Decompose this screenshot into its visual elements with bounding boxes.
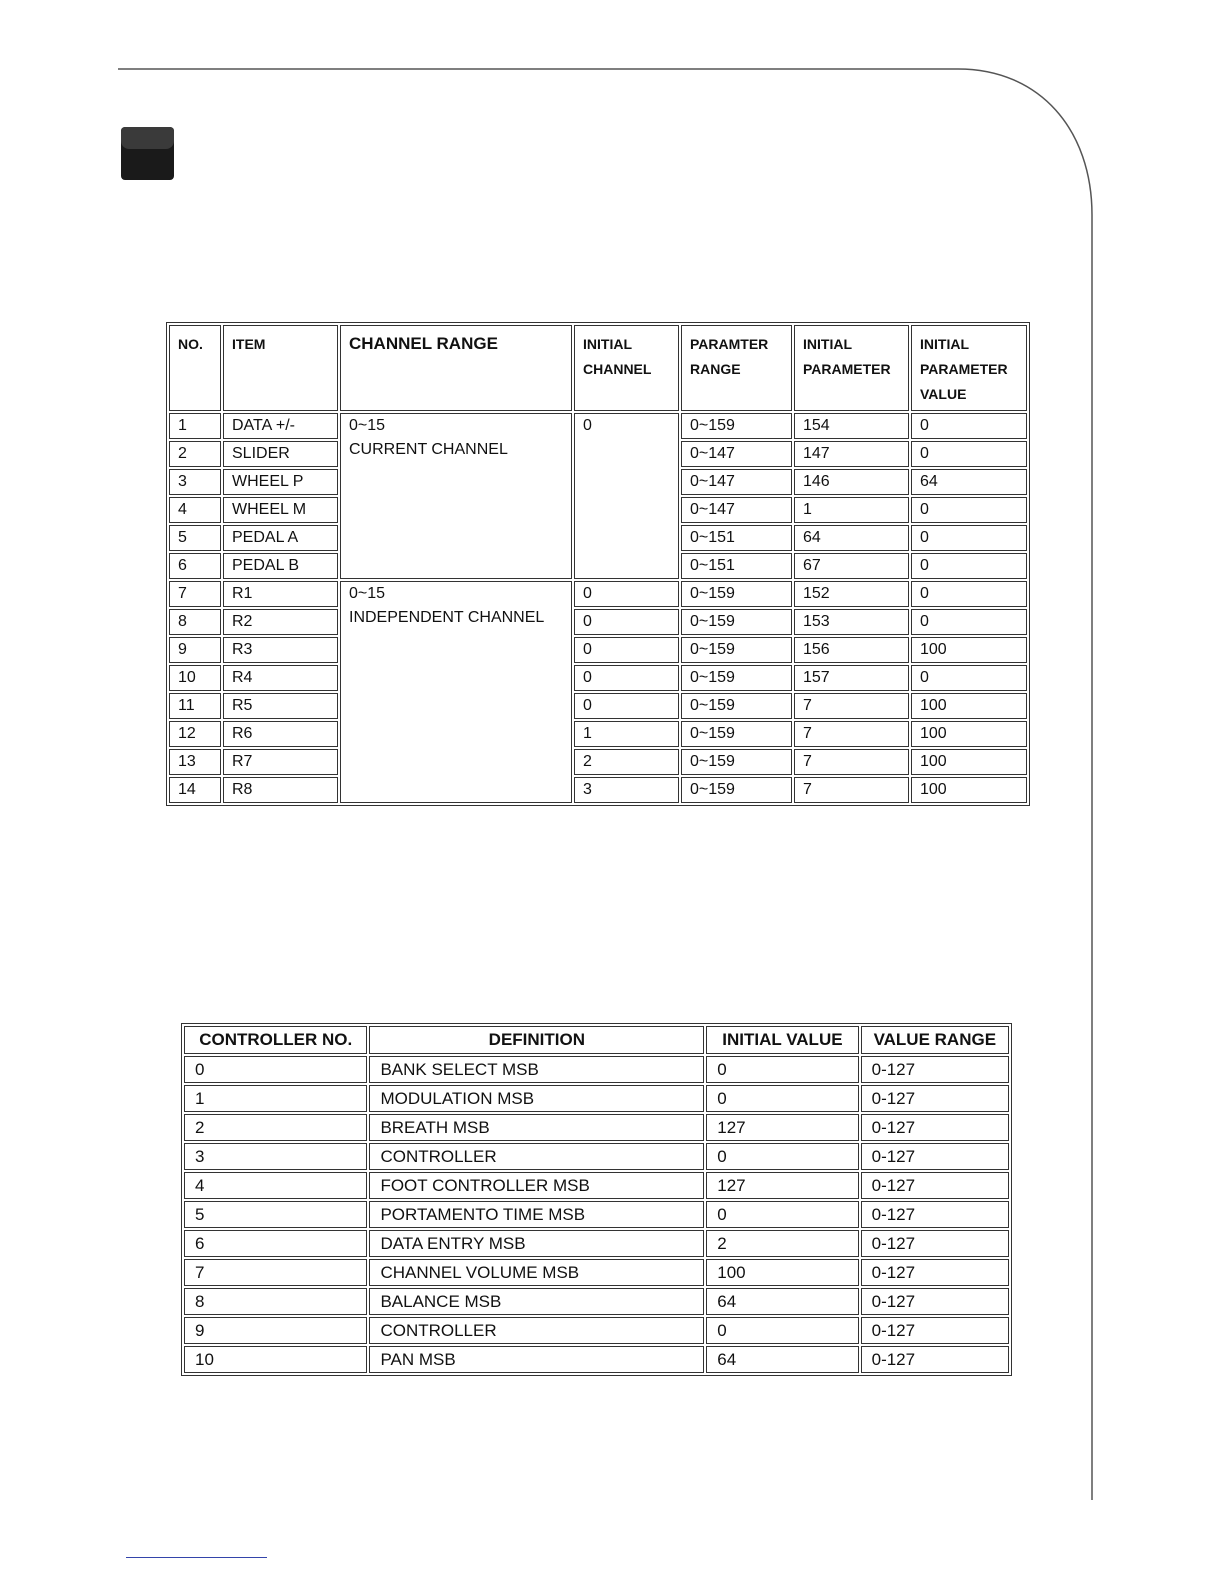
- cell-item: DATA +/-: [223, 413, 338, 439]
- cell-initial-parameter: 157: [794, 665, 909, 691]
- cell-initial-value: 100: [706, 1259, 858, 1286]
- cell-value-range: 0-127: [861, 1172, 1009, 1199]
- cell-initial-parameter-value: 100: [911, 693, 1027, 719]
- table-row: [184, 1201, 1009, 1228]
- cell-no: 5: [169, 525, 221, 551]
- cell-channel-range-group: [340, 581, 572, 803]
- cell-initial-parameter: 154: [794, 413, 909, 439]
- cell-initial-parameter-value: 0: [911, 525, 1027, 551]
- header-value-range: VALUE RANGE: [861, 1026, 1009, 1054]
- header-initial-parameter-value: INITIAL PARAMETER VALUE: [911, 325, 1027, 411]
- cell-initial-value: 0: [706, 1056, 858, 1083]
- cell-initial-channel: 2: [574, 749, 679, 775]
- cell-initial-value: 2: [706, 1230, 858, 1257]
- cell-definition: BANK SELECT MSB: [369, 1056, 704, 1083]
- cell-parameter-range: 0~159: [681, 609, 792, 635]
- cell-initial-value: 0: [706, 1143, 858, 1170]
- cell-item: R7: [223, 749, 338, 775]
- cell-value-range: 0-127: [861, 1143, 1009, 1170]
- cell-definition: PAN MSB: [369, 1346, 704, 1373]
- table-row: [184, 1143, 1009, 1170]
- cell-parameter-range: 0~159: [681, 581, 792, 607]
- cell-controller-no: 9: [184, 1317, 367, 1344]
- cell-initial-parameter-value: 0: [911, 413, 1027, 439]
- table-row: [184, 1288, 1009, 1315]
- cell-value-range: 0-127: [861, 1288, 1009, 1315]
- cell-initial-channel: 0: [574, 413, 679, 579]
- cell-initial-parameter: 7: [794, 693, 909, 719]
- cell-definition: CHANNEL VOLUME MSB: [369, 1259, 704, 1286]
- header-controller-no: CONTROLLER NO.: [184, 1026, 367, 1054]
- cell-no: 8: [169, 609, 221, 635]
- table-row: [169, 637, 1027, 663]
- cell-initial-parameter-value: 100: [911, 637, 1027, 663]
- cell-controller-no: 7: [184, 1259, 367, 1286]
- cell-initial-parameter-value: 0: [911, 441, 1027, 467]
- cell-initial-channel: 0: [574, 693, 679, 719]
- cell-initial-parameter: 7: [794, 721, 909, 747]
- cell-channel-range-group: [340, 413, 572, 579]
- cell-controller-no: 10: [184, 1346, 367, 1373]
- header-initial-value: INITIAL VALUE: [706, 1026, 858, 1054]
- table-row: [184, 1056, 1009, 1083]
- cell-initial-parameter: 147: [794, 441, 909, 467]
- cell-definition: MODULATION MSB: [369, 1085, 704, 1112]
- table-row: [184, 1259, 1009, 1286]
- cell-controller-no: 8: [184, 1288, 367, 1315]
- table-row: [169, 413, 1027, 439]
- table-row: [184, 1114, 1009, 1141]
- cell-initial-parameter: 7: [794, 749, 909, 775]
- cell-value-range: 0-127: [861, 1230, 1009, 1257]
- header-initial-parameter: INITIAL PARAMETER: [794, 325, 909, 411]
- cell-item: R4: [223, 665, 338, 691]
- cell-initial-parameter: 67: [794, 553, 909, 579]
- cell-initial-parameter-value: 0: [911, 665, 1027, 691]
- cell-controller-no: 4: [184, 1172, 367, 1199]
- cell-initial-value: 127: [706, 1172, 858, 1199]
- cell-parameter-range: 0~159: [681, 665, 792, 691]
- cell-no: 1: [169, 413, 221, 439]
- cell-controller-no: 3: [184, 1143, 367, 1170]
- cell-value-range: 0-127: [861, 1056, 1009, 1083]
- cell-no: 12: [169, 721, 221, 747]
- cell-initial-value: 127: [706, 1114, 858, 1141]
- cell-parameter-range: 0~147: [681, 441, 792, 467]
- cell-definition: FOOT CONTROLLER MSB: [369, 1172, 704, 1199]
- channel-range-label: CURRENT CHANNEL: [349, 441, 508, 458]
- controller-table: [181, 1023, 1012, 1376]
- cell-initial-parameter: 7: [794, 777, 909, 803]
- header-parameter-range: PARAMTER RANGE: [681, 325, 792, 411]
- table-row: [169, 777, 1027, 803]
- cell-no: 2: [169, 441, 221, 467]
- cell-initial-channel: 0: [574, 665, 679, 691]
- cell-parameter-range: 0~151: [681, 553, 792, 579]
- cell-initial-channel: 0: [574, 609, 679, 635]
- cell-controller-no: 1: [184, 1085, 367, 1112]
- cell-initial-parameter: 152: [794, 581, 909, 607]
- table-header-row: [169, 325, 1027, 411]
- header-initial-channel: INITIAL CHANNEL: [574, 325, 679, 411]
- cell-parameter-range: 0~159: [681, 413, 792, 439]
- table-row: [169, 665, 1027, 691]
- cell-value-range: 0-127: [861, 1085, 1009, 1112]
- cell-definition: BALANCE MSB: [369, 1288, 704, 1315]
- cell-definition: CONTROLLER: [369, 1317, 704, 1344]
- cell-item: SLIDER: [223, 441, 338, 467]
- cell-item: WHEEL M: [223, 497, 338, 523]
- cell-initial-parameter-value: 0: [911, 553, 1027, 579]
- cell-initial-parameter-value: 100: [911, 749, 1027, 775]
- cell-initial-channel: 0: [574, 637, 679, 663]
- cell-definition: PORTAMENTO TIME MSB: [369, 1201, 704, 1228]
- cell-item: R1: [223, 581, 338, 607]
- header-item: ITEM: [223, 325, 338, 411]
- cell-definition: CONTROLLER: [369, 1143, 704, 1170]
- cell-value-range: 0-127: [861, 1259, 1009, 1286]
- cell-parameter-range: 0~159: [681, 749, 792, 775]
- header-no: NO.: [169, 325, 221, 411]
- cell-parameter-range: 0~159: [681, 637, 792, 663]
- table-row: [184, 1172, 1009, 1199]
- cell-item: R8: [223, 777, 338, 803]
- cell-definition: BREATH MSB: [369, 1114, 704, 1141]
- cell-parameter-range: 0~147: [681, 497, 792, 523]
- table-header-row: [184, 1026, 1009, 1054]
- cell-no: 4: [169, 497, 221, 523]
- table-row: [184, 1346, 1009, 1373]
- cell-initial-value: 64: [706, 1288, 858, 1315]
- header-definition: DEFINITION: [369, 1026, 704, 1054]
- cell-initial-channel: 0: [574, 581, 679, 607]
- cell-item: WHEEL P: [223, 469, 338, 495]
- cell-initial-parameter-value: 0: [911, 581, 1027, 607]
- cell-initial-value: 0: [706, 1317, 858, 1344]
- header-channel-range: CHANNEL RANGE: [340, 325, 572, 411]
- cell-item: PEDAL A: [223, 525, 338, 551]
- table-row: [169, 721, 1027, 747]
- cell-initial-channel: 1: [574, 721, 679, 747]
- channel-range-label: INDEPENDENT CHANNEL: [349, 609, 545, 626]
- cell-no: 14: [169, 777, 221, 803]
- cell-initial-parameter-value: 100: [911, 777, 1027, 803]
- table-row: [184, 1085, 1009, 1112]
- cell-initial-parameter: 156: [794, 637, 909, 663]
- cell-value-range: 0-127: [861, 1346, 1009, 1373]
- cell-initial-parameter-value: 100: [911, 721, 1027, 747]
- cell-initial-parameter: 153: [794, 609, 909, 635]
- table-row: [169, 749, 1027, 775]
- cell-initial-parameter: 1: [794, 497, 909, 523]
- cell-no: 7: [169, 581, 221, 607]
- footer-rule: [126, 1557, 267, 1558]
- cell-parameter-range: 0~147: [681, 469, 792, 495]
- cell-initial-value: 0: [706, 1201, 858, 1228]
- cell-controller-no: 6: [184, 1230, 367, 1257]
- channel-parameter-table: [166, 322, 1030, 806]
- table-row: [169, 693, 1027, 719]
- cell-no: 13: [169, 749, 221, 775]
- cell-controller-no: 0: [184, 1056, 367, 1083]
- cell-initial-parameter: 146: [794, 469, 909, 495]
- cell-no: 11: [169, 693, 221, 719]
- table-row: [184, 1317, 1009, 1344]
- cell-item: R5: [223, 693, 338, 719]
- cell-initial-parameter-value: 64: [911, 469, 1027, 495]
- channel-range-value: 0~15: [349, 417, 386, 434]
- cell-parameter-range: 0~159: [681, 721, 792, 747]
- section-tab-marker: [121, 127, 174, 180]
- cell-initial-channel: 3: [574, 777, 679, 803]
- cell-no: 3: [169, 469, 221, 495]
- cell-initial-value: 64: [706, 1346, 858, 1373]
- cell-no: 6: [169, 553, 221, 579]
- channel-range-value: 0~15: [349, 585, 386, 602]
- cell-item: R2: [223, 609, 338, 635]
- table-row: [169, 581, 1027, 607]
- cell-initial-value: 0: [706, 1085, 858, 1112]
- cell-initial-parameter-value: 0: [911, 497, 1027, 523]
- table-row: [169, 609, 1027, 635]
- cell-controller-no: 5: [184, 1201, 367, 1228]
- cell-value-range: 0-127: [861, 1114, 1009, 1141]
- cell-parameter-range: 0~151: [681, 525, 792, 551]
- cell-definition: DATA ENTRY MSB: [369, 1230, 704, 1257]
- table-row: [184, 1230, 1009, 1257]
- cell-controller-no: 2: [184, 1114, 367, 1141]
- cell-item: R6: [223, 721, 338, 747]
- cell-initial-parameter: 64: [794, 525, 909, 551]
- cell-parameter-range: 0~159: [681, 693, 792, 719]
- cell-parameter-range: 0~159: [681, 777, 792, 803]
- cell-value-range: 0-127: [861, 1317, 1009, 1344]
- cell-item: R3: [223, 637, 338, 663]
- cell-value-range: 0-127: [861, 1201, 1009, 1228]
- cell-no: 10: [169, 665, 221, 691]
- cell-no: 9: [169, 637, 221, 663]
- cell-initial-parameter-value: 0: [911, 609, 1027, 635]
- cell-item: PEDAL B: [223, 553, 338, 579]
